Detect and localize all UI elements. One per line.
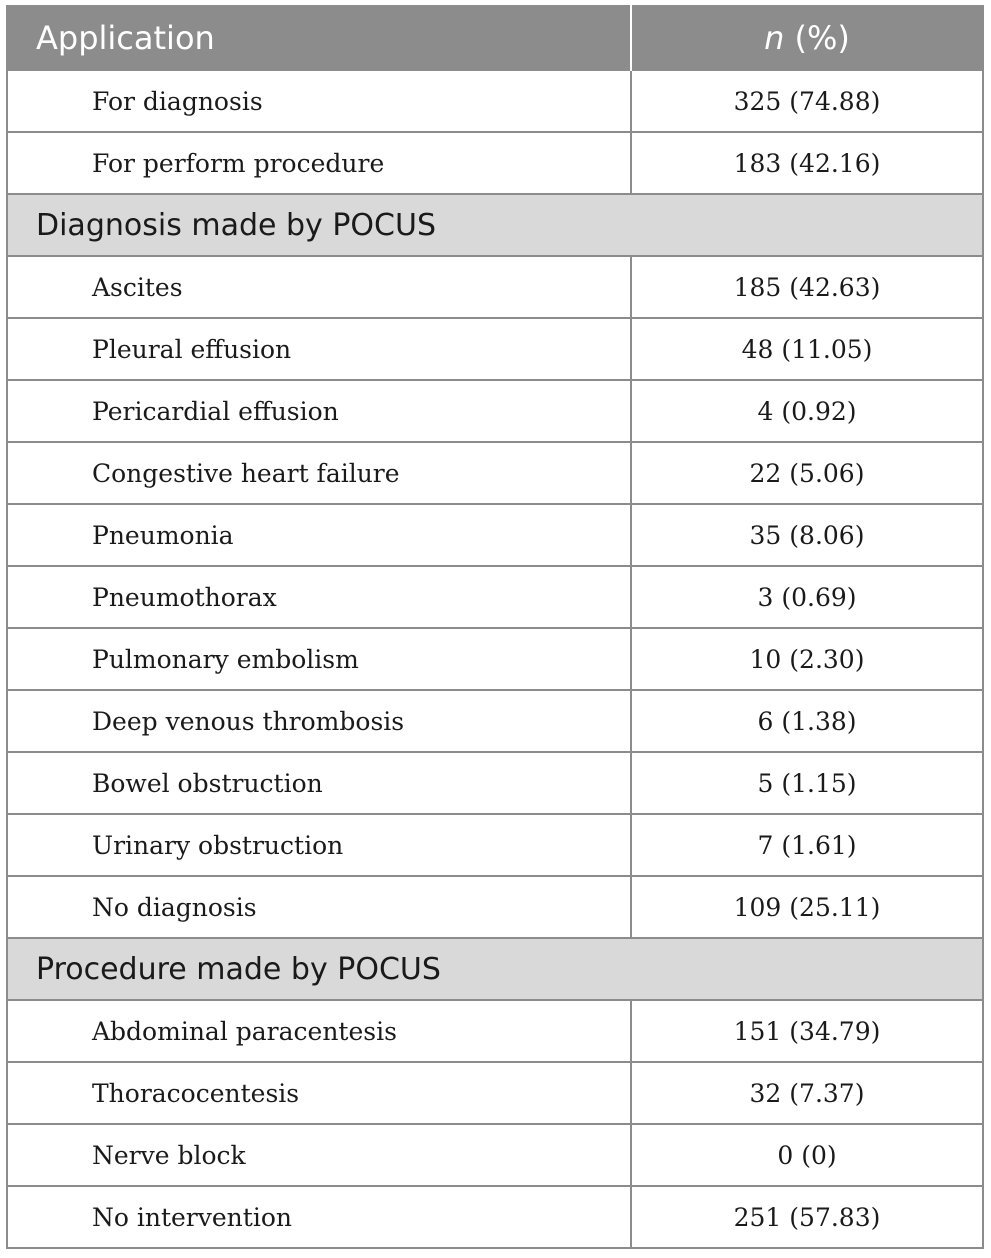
- pocus-application-table: [6, 5, 984, 1249]
- table-row: [7, 814, 983, 876]
- row-value: 10 (2.30): [631, 628, 983, 690]
- row-label: For diagnosis: [7, 70, 631, 132]
- row-label: Thoracocentesis: [7, 1062, 631, 1124]
- row-label: No diagnosis: [7, 876, 631, 938]
- row-value: 4 (0.92): [631, 380, 983, 442]
- row-label: Ascites: [7, 256, 631, 318]
- results-table-container: [6, 5, 982, 1249]
- section-title: Procedure made by POCUS: [7, 938, 983, 1000]
- table-row: [7, 566, 983, 628]
- row-value: 151 (34.79): [631, 1000, 983, 1062]
- table-row: [7, 380, 983, 442]
- row-label: Pulmonary embolism: [7, 628, 631, 690]
- row-label: No intervention: [7, 1186, 631, 1248]
- row-label: Nerve block: [7, 1124, 631, 1186]
- header-n-percent: [631, 6, 983, 70]
- table-row: [7, 1186, 983, 1248]
- row-value: 35 (8.06): [631, 504, 983, 566]
- row-label: Deep venous thrombosis: [7, 690, 631, 752]
- row-value: 32 (7.37): [631, 1062, 983, 1124]
- section-title: Diagnosis made by POCUS: [7, 194, 983, 256]
- row-value: 109 (25.11): [631, 876, 983, 938]
- row-value: 5 (1.15): [631, 752, 983, 814]
- section-header-procedure: [7, 938, 983, 1000]
- row-label: Congestive heart failure: [7, 442, 631, 504]
- header-n: n: [764, 19, 785, 57]
- table-row: [7, 256, 983, 318]
- header-application: Application: [7, 6, 631, 70]
- table-row: [7, 1062, 983, 1124]
- row-label: Pneumothorax: [7, 566, 631, 628]
- table-row: [7, 318, 983, 380]
- section-header-diagnosis: [7, 194, 983, 256]
- table-row: [7, 628, 983, 690]
- row-value: 3 (0.69): [631, 566, 983, 628]
- row-value: 6 (1.38): [631, 690, 983, 752]
- table-row: [7, 876, 983, 938]
- row-label: Abdominal paracentesis: [7, 1000, 631, 1062]
- header-percent: (%): [784, 19, 850, 57]
- row-label: Pleural effusion: [7, 318, 631, 380]
- table-row: [7, 504, 983, 566]
- table-row: [7, 442, 983, 504]
- table-row: [7, 132, 983, 194]
- table-row: [7, 752, 983, 814]
- row-value: 251 (57.83): [631, 1186, 983, 1248]
- row-label: For perform procedure: [7, 132, 631, 194]
- row-value: 0 (0): [631, 1124, 983, 1186]
- row-label: Urinary obstruction: [7, 814, 631, 876]
- row-label: Bowel obstruction: [7, 752, 631, 814]
- table-row: [7, 70, 983, 132]
- table-header-row: [7, 6, 983, 70]
- table-row: [7, 1124, 983, 1186]
- row-label: Pericardial effusion: [7, 380, 631, 442]
- row-value: 22 (5.06): [631, 442, 983, 504]
- row-value: 48 (11.05): [631, 318, 983, 380]
- row-value: 325 (74.88): [631, 70, 983, 132]
- table-row: [7, 690, 983, 752]
- row-value: 185 (42.63): [631, 256, 983, 318]
- row-label: Pneumonia: [7, 504, 631, 566]
- row-value: 7 (1.61): [631, 814, 983, 876]
- table-row: [7, 1000, 983, 1062]
- row-value: 183 (42.16): [631, 132, 983, 194]
